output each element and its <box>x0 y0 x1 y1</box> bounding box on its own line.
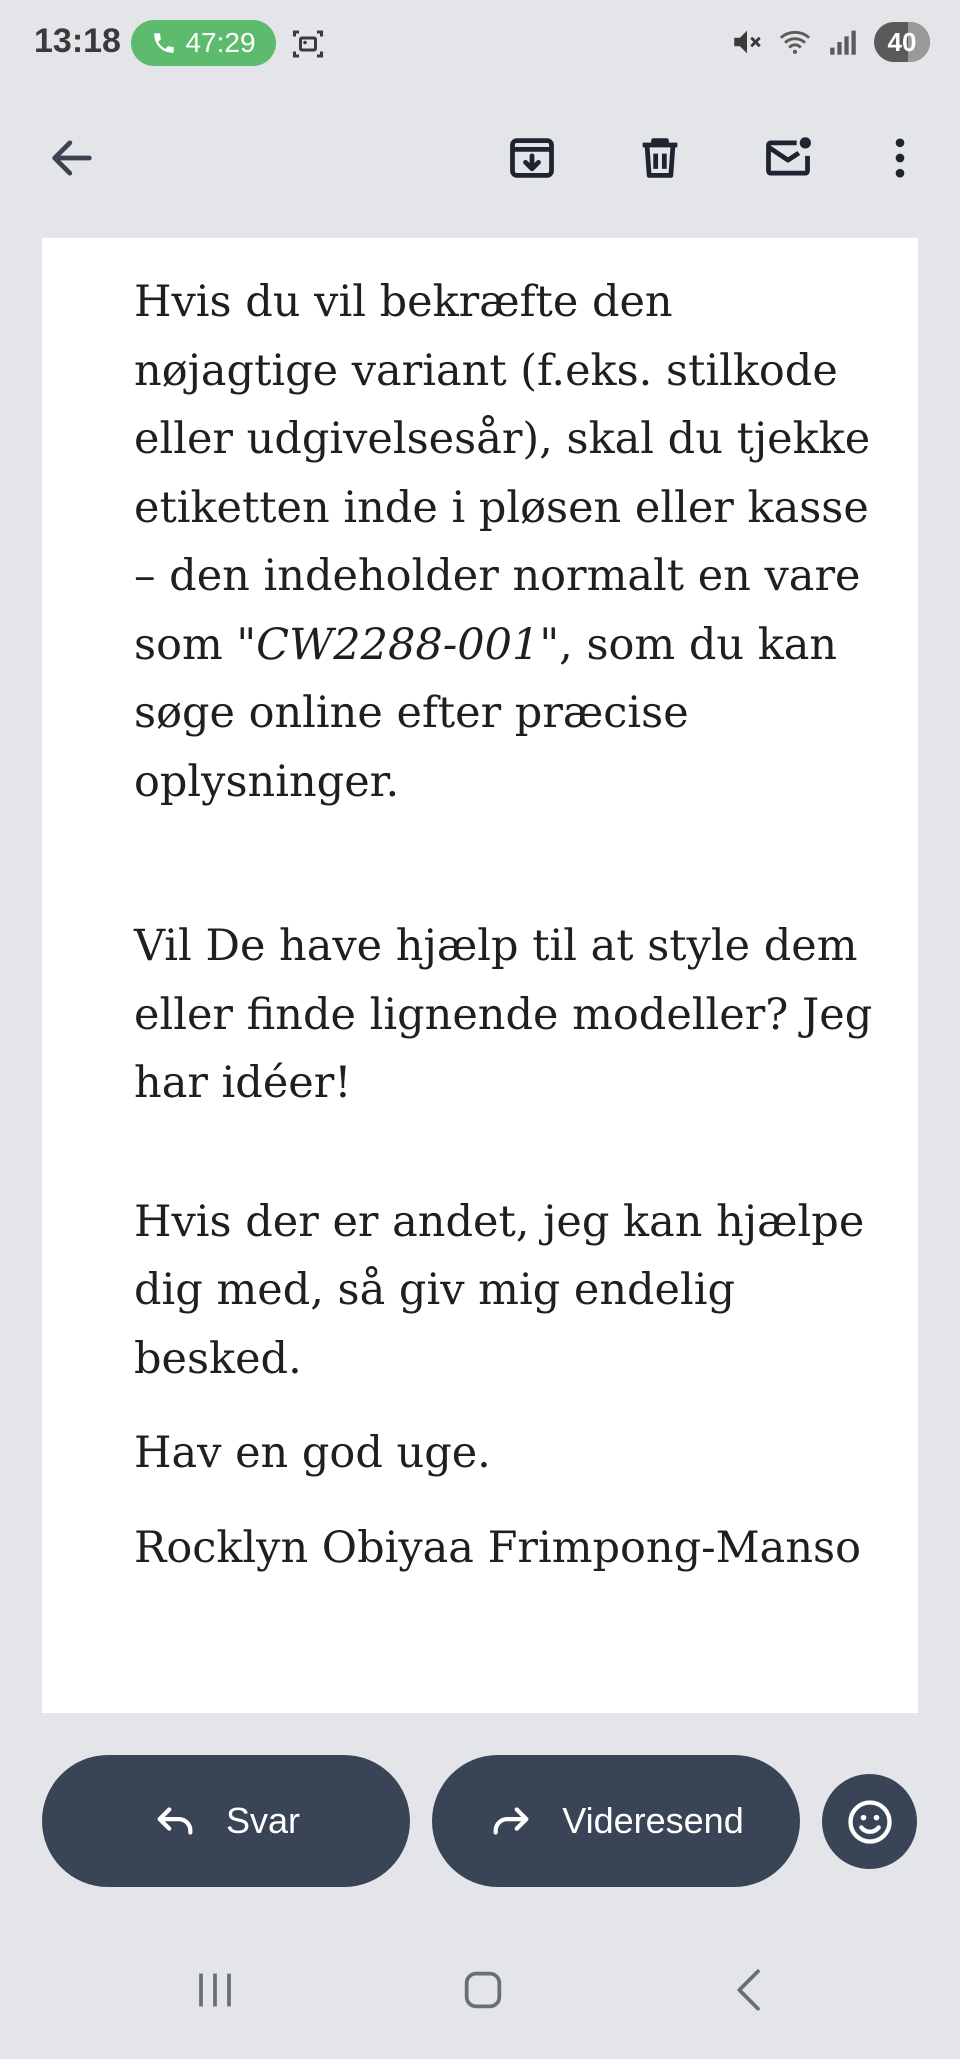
system-nav-bar <box>0 1913 960 2059</box>
style-code: "CW2288-001" <box>236 619 560 670</box>
more-options-button[interactable] <box>860 118 940 198</box>
chevron-left-icon <box>723 1962 779 2018</box>
call-timer: 47:29 <box>185 27 256 58</box>
ongoing-call-pill[interactable] <box>131 20 276 66</box>
mark-unread-button[interactable] <box>748 118 828 198</box>
email-closing: Hav en god uge. <box>134 1428 491 1478</box>
trash-icon <box>634 132 686 184</box>
signal-icon <box>826 25 860 59</box>
email-paragraph-1: Hvis du vil bekræfte den nøjagtige variant (f.eks. stilkode eller udgivelsesår), skal du tjekke etiketten inde i pløsen eller kasse – den indeholder normalt en vare som "CW2288-001", som du kan søge online efter præcise oplysninger. <box>134 277 871 807</box>
email-paragraph-2: Vil De have hjælp til at style dem eller finde lignende modeller? Jeg har idéer! <box>134 921 873 1108</box>
forward-label: Videresend <box>562 1800 744 1841</box>
battery-indicator <box>874 22 930 62</box>
emoji-icon <box>844 1796 896 1848</box>
screenshot-icon <box>290 26 326 62</box>
mute-icon <box>730 25 764 59</box>
status-time: 13:18 <box>34 22 121 60</box>
status-icons <box>730 22 930 62</box>
back-nav-button[interactable] <box>716 1955 786 2025</box>
forward-button[interactable] <box>432 1755 800 1887</box>
reply-label: Svar <box>225 1800 301 1841</box>
archive-icon <box>506 132 558 184</box>
email-body <box>134 268 874 1582</box>
forward-icon <box>488 1798 534 1844</box>
back-button[interactable] <box>32 118 112 198</box>
email-signature: Rocklyn Obiyaa Frimpong-Manso <box>134 1522 861 1573</box>
home-icon <box>455 1962 511 2018</box>
back-arrow-icon <box>46 132 98 184</box>
mark-unread-icon <box>762 132 814 184</box>
email-paragraph-3: Hvis der er andet, jeg kan hjælpe dig med, så giv mig endelig besked. <box>134 1196 865 1384</box>
archive-button[interactable] <box>492 118 572 198</box>
email-toolbar <box>0 88 960 238</box>
reply-button[interactable] <box>42 1755 410 1887</box>
reply-icon <box>152 1798 198 1844</box>
emoji-reaction-button[interactable] <box>822 1774 917 1869</box>
recent-apps-button[interactable] <box>180 1955 250 2025</box>
delete-button[interactable] <box>620 118 700 198</box>
battery-level: 40 <box>887 26 917 57</box>
recent-apps-icon <box>187 1962 243 2018</box>
phone-icon <box>151 30 177 56</box>
email-actions <box>0 1713 960 1913</box>
email-content-card <box>42 238 918 1713</box>
wifi-icon <box>778 25 812 59</box>
status-bar <box>0 0 960 88</box>
more-vert-icon <box>874 132 926 184</box>
home-button[interactable] <box>448 1955 518 2025</box>
